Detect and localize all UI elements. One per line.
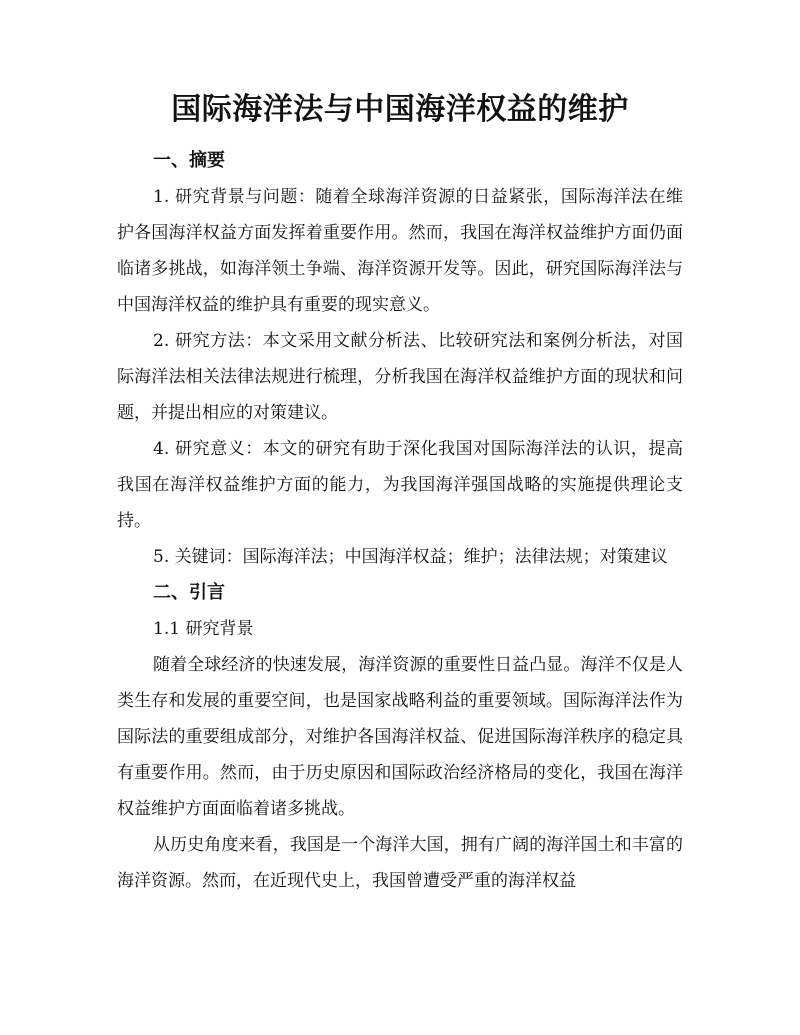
abstract-paragraph-method: 2. 研究方法：本文采用文献分析法、比较研究法和案例分析法，对国际海洋法相关法律法规进行梳理，分析我国在海洋权益维护方面的现状和问题，并提出相应的对策建议。 <box>117 331 683 423</box>
section-heading-introduction: 二、引言 <box>153 582 225 603</box>
abstract-paragraph-significance: 4. 研究意义：本文的研究有助于深化我国对国际海洋法的认识，提高我国在海洋权益维护方面的能力，为我国海洋强国战略的实施提供理论支持。 <box>117 439 683 531</box>
intro-paragraph-2: 从历史角度来看，我国是一个海洋大国，拥有广阔的海洋国土和丰富的海洋资源。然而，在近现代史上，我国曾遭受严重的海洋权益 <box>117 835 683 891</box>
document-title: 国际海洋法与中国海洋权益的维护 <box>171 92 629 127</box>
section-heading-abstract: 一、摘要 <box>153 150 225 171</box>
intro-paragraph-1: 随着全球经济的快速发展，海洋资源的重要性日益凸显。海洋不仅是人类生存和发展的重要空间，也是国家战略利益的重要领域。国际海洋法作为国际法的重要组成部分，对维护各国海洋权益、促进国际海洋秩序的稳定具有重要作用。然而，由于历史原因和国际政治经济格局的变化，我国在海洋权益维护方面面临着诸多挑战。 <box>117 655 683 819</box>
document-body <box>117 143 683 899</box>
abstract-paragraph-background: 1. 研究背景与问题：随着全球海洋资源的日益紧张，国际海洋法在维护各国海洋权益方面发挥着重要作用。然而，我国在海洋权益维护方面仍面临诸多挑战，如海洋领土争端、海洋资源开发等。因此，研究国际海洋法与中国海洋权益的维护具有重要的现实意义。 <box>117 187 683 315</box>
abstract-paragraph-keywords: 5. 关键词：国际海洋法；中国海洋权益；维护；法律法规；对策建议 <box>153 547 668 567</box>
subsection-heading-background: 1.1 研究背景 <box>153 619 254 639</box>
